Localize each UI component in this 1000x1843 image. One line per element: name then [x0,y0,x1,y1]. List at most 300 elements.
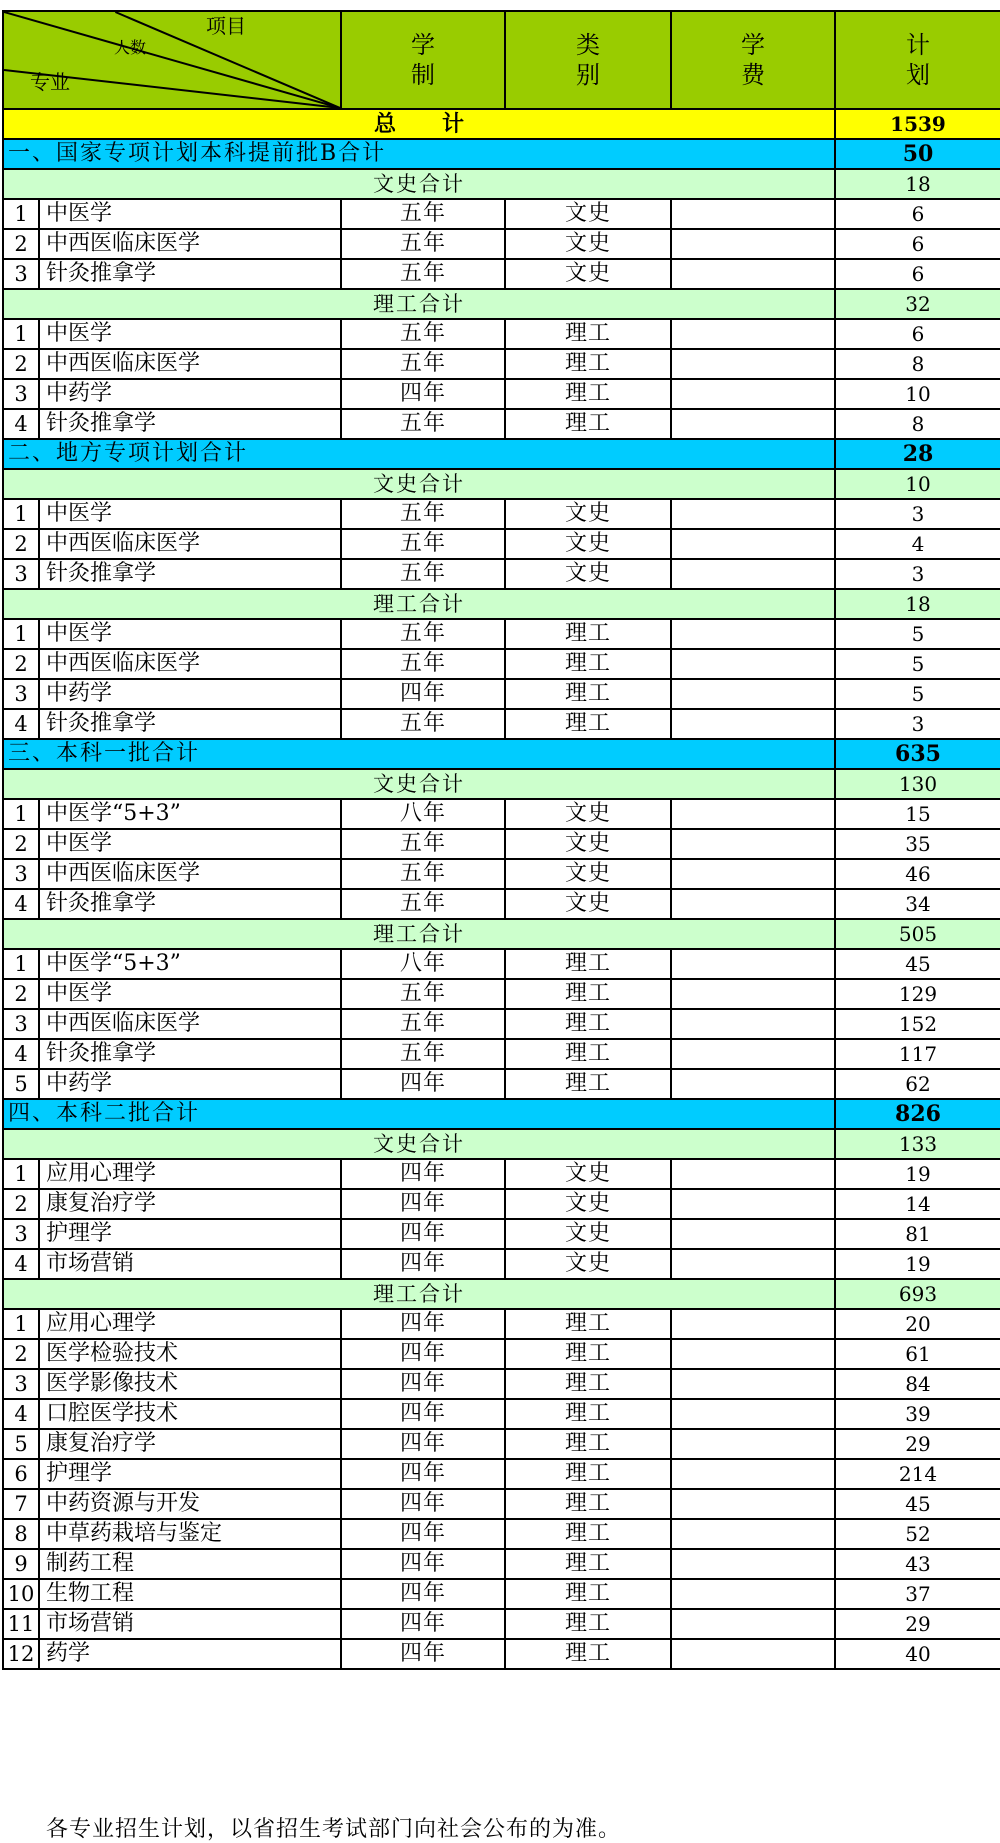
table-row [3,229,1000,259]
tuition-fee [671,349,835,379]
table-row [3,979,1000,1009]
category: 文史 [505,499,671,529]
duration: 五年 [341,409,505,439]
major-name: 中医学“5+3” [39,949,341,979]
category: 理工 [505,979,671,1009]
row-index: 2 [3,1189,39,1219]
tuition-fee [671,979,835,1009]
category: 文史 [505,799,671,829]
row-index: 1 [3,799,39,829]
row-index: 3 [3,259,39,289]
tuition-fee [671,1429,835,1459]
tuition-fee [671,859,835,889]
tuition-fee [671,1039,835,1069]
duration: 五年 [341,889,505,919]
category: 理工 [505,1489,671,1519]
duration: 四年 [341,1249,505,1279]
major-name: 针灸推拿学 [39,1039,341,1069]
duration: 五年 [341,979,505,1009]
header-fee: 学 费 [671,11,835,109]
row-index: 2 [3,349,39,379]
table-row [3,1219,1000,1249]
duration: 四年 [341,1069,505,1099]
tuition-fee [671,1399,835,1429]
category: 理工 [505,649,671,679]
row-index: 2 [3,649,39,679]
plan-count: 5 [835,679,1000,709]
plan-count: 8 [835,409,1000,439]
table-row [3,319,1000,349]
category: 理工 [505,619,671,649]
plan-count: 39 [835,1399,1000,1429]
duration: 五年 [341,829,505,859]
major-name: 中药资源与开发 [39,1489,341,1519]
category: 文史 [505,1159,671,1189]
subtotal-title: 文史合计 [3,469,835,499]
tuition-fee [671,1309,835,1339]
table-row [3,499,1000,529]
table-row [3,1009,1000,1039]
subtotal-plan: 505 [835,919,1000,949]
row-index: 1 [3,319,39,349]
plan-count: 6 [835,319,1000,349]
section-plan: 635 [835,739,1000,769]
plan-count: 29 [835,1609,1000,1639]
grand-total-row [3,109,1000,139]
table-row [3,949,1000,979]
major-name: 中医学 [39,499,341,529]
section-title: 一、国家专项计划本科提前批B合计 [3,139,835,169]
header-row [3,11,1000,109]
major-name: 针灸推拿学 [39,709,341,739]
row-index: 9 [3,1549,39,1579]
table-row [3,1039,1000,1069]
row-index: 11 [3,1609,39,1639]
subtotal-plan: 130 [835,769,1000,799]
major-name: 中药学 [39,679,341,709]
major-name: 中药学 [39,1069,341,1099]
subtotal-plan: 32 [835,289,1000,319]
subtotal-title: 文史合计 [3,769,835,799]
grand-total-plan: 1539 [835,109,1000,139]
duration: 四年 [341,1159,505,1189]
subtotal-row [3,769,1000,799]
category: 理工 [505,319,671,349]
plan-count: 45 [835,1489,1000,1519]
major-name: 市场营销 [39,1249,341,1279]
plan-count: 3 [835,709,1000,739]
tuition-fee [671,379,835,409]
tuition-fee [671,829,835,859]
plan-count: 6 [835,259,1000,289]
category: 理工 [505,379,671,409]
tuition-fee [671,199,835,229]
header-plan: 计 划 [835,11,1000,109]
tuition-fee [671,889,835,919]
table-row [3,799,1000,829]
section-title: 四、本科二批合计 [3,1099,835,1129]
subtotal-row [3,1279,1000,1309]
major-name: 针灸推拿学 [39,409,341,439]
table-row [3,1429,1000,1459]
table-row [3,649,1000,679]
tuition-fee [671,259,835,289]
row-index: 1 [3,949,39,979]
row-index: 2 [3,1339,39,1369]
plan-count: 152 [835,1009,1000,1039]
duration: 四年 [341,1579,505,1609]
row-index: 10 [3,1579,39,1609]
duration: 五年 [341,319,505,349]
row-index: 1 [3,1159,39,1189]
duration: 四年 [341,1609,505,1639]
diagonal-header-cell [3,11,341,109]
major-name: 中药学 [39,379,341,409]
row-index: 4 [3,409,39,439]
duration: 四年 [341,1189,505,1219]
duration: 四年 [341,1639,505,1669]
plan-count: 81 [835,1219,1000,1249]
table-row [3,1579,1000,1609]
tuition-fee [671,1489,835,1519]
category: 理工 [505,1519,671,1549]
tuition-fee [671,229,835,259]
duration: 四年 [341,1309,505,1339]
category: 理工 [505,1369,671,1399]
tuition-fee [671,1369,835,1399]
major-name: 中西医临床医学 [39,349,341,379]
major-name: 中草药栽培与鉴定 [39,1519,341,1549]
table-row [3,559,1000,589]
duration: 五年 [341,859,505,889]
major-name: 市场营销 [39,1609,341,1639]
tuition-fee [671,949,835,979]
category: 文史 [505,229,671,259]
plan-count: 37 [835,1579,1000,1609]
tuition-fee [671,1069,835,1099]
plan-count: 61 [835,1339,1000,1369]
tuition-fee [671,1189,835,1219]
section-row [3,1099,1000,1129]
table-row [3,829,1000,859]
table-row [3,859,1000,889]
tuition-fee [671,1549,835,1579]
row-index: 2 [3,229,39,259]
section-row [3,439,1000,469]
row-index: 3 [3,559,39,589]
plan-count: 3 [835,559,1000,589]
category: 理工 [505,1639,671,1669]
plan-count: 6 [835,199,1000,229]
section-plan: 28 [835,439,1000,469]
tuition-fee [671,409,835,439]
row-index: 2 [3,829,39,859]
subtotal-plan: 133 [835,1129,1000,1159]
tuition-fee [671,559,835,589]
subtotal-plan: 693 [835,1279,1000,1309]
corner-bottom-label: 专业 [30,70,70,94]
major-name: 口腔医学技术 [39,1399,341,1429]
major-name: 护理学 [39,1219,341,1249]
duration: 五年 [341,1039,505,1069]
table-row [3,679,1000,709]
section-row [3,139,1000,169]
duration: 五年 [341,499,505,529]
table-row [3,1249,1000,1279]
category: 文史 [505,559,671,589]
row-index: 3 [3,679,39,709]
table-row [3,619,1000,649]
corner-mid-label: 人数 [114,38,147,57]
subtotal-plan: 18 [835,589,1000,619]
plan-count: 8 [835,349,1000,379]
tuition-fee [671,1249,835,1279]
row-index: 2 [3,529,39,559]
tuition-fee [671,619,835,649]
table-row [3,1519,1000,1549]
plan-count: 35 [835,829,1000,859]
major-name: 护理学 [39,1459,341,1489]
row-index: 6 [3,1459,39,1489]
duration: 四年 [341,1399,505,1429]
table-row [3,1069,1000,1099]
plan-count: 5 [835,619,1000,649]
table-row [3,709,1000,739]
major-name: 中西医临床医学 [39,529,341,559]
major-name: 中医学 [39,829,341,859]
tuition-fee [671,1519,835,1549]
plan-count: 10 [835,379,1000,409]
row-index: 4 [3,889,39,919]
row-index: 3 [3,1219,39,1249]
duration: 四年 [341,1549,505,1579]
row-index: 8 [3,1519,39,1549]
tuition-fee [671,1609,835,1639]
duration: 四年 [341,1519,505,1549]
table-row [3,1189,1000,1219]
tuition-fee [671,1339,835,1369]
major-name: 中西医临床医学 [39,229,341,259]
plan-count: 19 [835,1249,1000,1279]
plan-count: 14 [835,1189,1000,1219]
major-name: 制药工程 [39,1549,341,1579]
header-category: 类 别 [505,11,671,109]
plan-count: 62 [835,1069,1000,1099]
table-row [3,529,1000,559]
table-row [3,1339,1000,1369]
tuition-fee [671,529,835,559]
category: 理工 [505,1339,671,1369]
table-row [3,199,1000,229]
row-index: 12 [3,1639,39,1669]
table-row [3,409,1000,439]
major-name: 医学影像技术 [39,1369,341,1399]
subtotal-row [3,589,1000,619]
row-index: 5 [3,1069,39,1099]
category: 理工 [505,1429,671,1459]
header-duration: 学 制 [341,11,505,109]
major-name: 针灸推拿学 [39,559,341,589]
plan-count: 5 [835,649,1000,679]
subtotal-title: 理工合计 [3,919,835,949]
subtotal-plan: 10 [835,469,1000,499]
major-name: 医学检验技术 [39,1339,341,1369]
duration: 四年 [341,1429,505,1459]
tuition-fee [671,1219,835,1249]
row-index: 2 [3,979,39,1009]
subtotal-row [3,289,1000,319]
major-name: 康复治疗学 [39,1189,341,1219]
table-row [3,1609,1000,1639]
plan-count: 15 [835,799,1000,829]
duration: 五年 [341,529,505,559]
enrollment-plan-table [2,10,1000,1670]
category: 理工 [505,949,671,979]
major-name: 针灸推拿学 [39,889,341,919]
duration: 八年 [341,949,505,979]
tuition-fee [671,649,835,679]
section-row [3,739,1000,769]
row-index: 4 [3,709,39,739]
tuition-fee [671,319,835,349]
duration: 五年 [341,199,505,229]
duration: 五年 [341,349,505,379]
plan-count: 214 [835,1459,1000,1489]
row-index: 3 [3,859,39,889]
section-title: 三、本科一批合计 [3,739,835,769]
major-name: 中医学 [39,319,341,349]
table-row [3,1549,1000,1579]
plan-count: 19 [835,1159,1000,1189]
major-name: 生物工程 [39,1579,341,1609]
corner-top-label: 项目 [206,14,246,38]
category: 文史 [505,199,671,229]
category: 理工 [505,679,671,709]
subtotal-title: 理工合计 [3,289,835,319]
category: 文史 [505,259,671,289]
table-row [3,349,1000,379]
category: 理工 [505,1069,671,1099]
row-index: 4 [3,1039,39,1069]
duration: 四年 [341,679,505,709]
row-index: 5 [3,1429,39,1459]
major-name: 应用心理学 [39,1309,341,1339]
row-index: 3 [3,1009,39,1039]
table-row [3,1159,1000,1189]
subtotal-plan: 18 [835,169,1000,199]
table-row [3,1639,1000,1669]
tuition-fee [671,1459,835,1489]
subtotal-title: 理工合计 [3,1279,835,1309]
duration: 五年 [341,649,505,679]
category: 理工 [505,1459,671,1489]
major-name: 中医学 [39,199,341,229]
category: 理工 [505,709,671,739]
duration: 五年 [341,709,505,739]
table-row [3,1459,1000,1489]
enrollment-plan-sheet [2,10,1000,1670]
tuition-fee [671,799,835,829]
duration: 四年 [341,1219,505,1249]
category: 文史 [505,1189,671,1219]
category: 理工 [505,349,671,379]
section-plan: 50 [835,139,1000,169]
category: 文史 [505,529,671,559]
row-index: 4 [3,1249,39,1279]
subtotal-row [3,919,1000,949]
category: 理工 [505,1309,671,1339]
category: 理工 [505,409,671,439]
subtotal-title: 理工合计 [3,589,835,619]
major-name: 中西医临床医学 [39,1009,341,1039]
category: 文史 [505,859,671,889]
category: 理工 [505,1039,671,1069]
duration: 五年 [341,559,505,589]
subtotal-row [3,469,1000,499]
category: 理工 [505,1579,671,1609]
subtotal-row [3,1129,1000,1159]
major-name: 康复治疗学 [39,1429,341,1459]
duration: 八年 [341,799,505,829]
row-index: 1 [3,619,39,649]
category: 理工 [505,1609,671,1639]
row-index: 7 [3,1489,39,1519]
subtotal-row [3,169,1000,199]
row-index: 3 [3,379,39,409]
plan-count: 129 [835,979,1000,1009]
category: 文史 [505,1219,671,1249]
plan-count: 46 [835,859,1000,889]
major-name: 应用心理学 [39,1159,341,1189]
category: 理工 [505,1549,671,1579]
plan-count: 52 [835,1519,1000,1549]
duration: 四年 [341,379,505,409]
tuition-fee [671,709,835,739]
duration: 四年 [341,1489,505,1519]
grand-total-label: 总 计 [3,109,835,139]
major-name: 中西医临床医学 [39,649,341,679]
major-name: 中医学 [39,979,341,1009]
tuition-fee [671,1009,835,1039]
table-row [3,259,1000,289]
plan-count: 6 [835,229,1000,259]
table-row [3,1489,1000,1519]
major-name: 中西医临床医学 [39,859,341,889]
row-index: 3 [3,1369,39,1399]
duration: 四年 [341,1459,505,1489]
plan-count: 34 [835,889,1000,919]
row-index: 1 [3,1309,39,1339]
tuition-fee [671,499,835,529]
duration: 四年 [341,1339,505,1369]
major-name: 药学 [39,1639,341,1669]
plan-count: 4 [835,529,1000,559]
footnote: 各专业招生计划，以省招生考试部门向社会公布的为准。 [46,1817,622,1842]
row-index: 4 [3,1399,39,1429]
subtotal-title: 文史合计 [3,1129,835,1159]
row-index: 1 [3,199,39,229]
tuition-fee [671,1639,835,1669]
plan-count: 84 [835,1369,1000,1399]
plan-count: 40 [835,1639,1000,1669]
plan-count: 45 [835,949,1000,979]
category: 文史 [505,1249,671,1279]
duration: 五年 [341,619,505,649]
section-plan: 826 [835,1099,1000,1129]
duration: 五年 [341,229,505,259]
table-row [3,889,1000,919]
duration: 四年 [341,1369,505,1399]
